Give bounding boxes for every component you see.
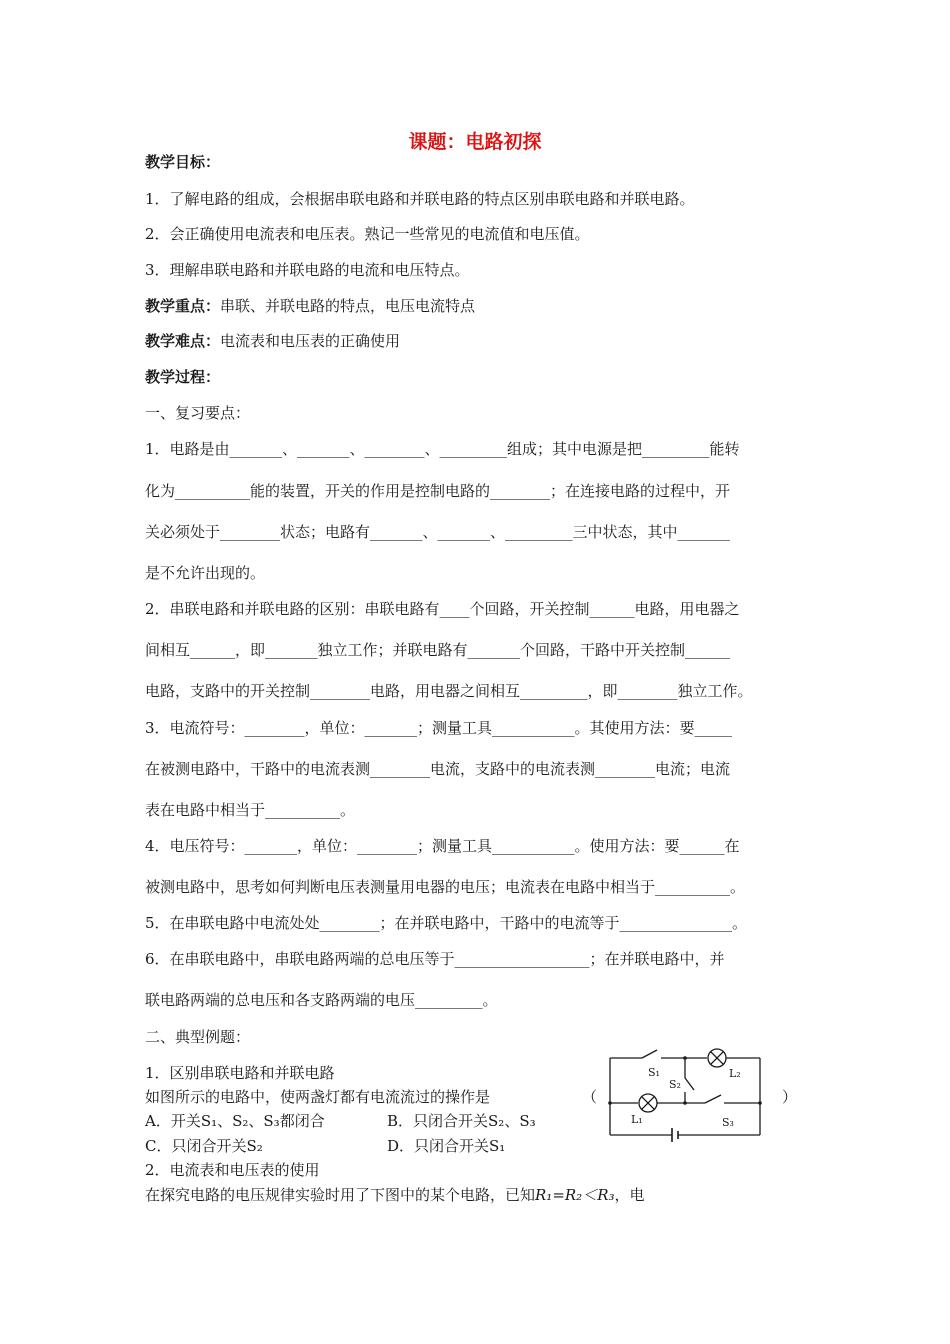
- junction-dot: [608, 1101, 612, 1105]
- review-line: 3．电流符号：________，单位：_______；测量工具___________。其使用方法：要_____: [145, 719, 733, 737]
- review-line: 电路，支路中的开关控制________电路，用电器之间相互_________，即________独立工作。: [145, 682, 753, 700]
- review-line: 间相互______，即_______独立工作；并联电路有_______个回路，干路中开关控制______: [145, 641, 731, 659]
- page-title: 课题：电路初探: [408, 131, 542, 153]
- review-line: 在被测电路中，干路中的电流表测________电流，支路中的电流表测________电流；电流: [145, 760, 731, 778]
- label-l1: L₁: [631, 1113, 643, 1126]
- review-heading: 一、复习要点：: [145, 404, 251, 422]
- difficulty: [145, 331, 400, 351]
- example2-text-pre: 在探究电路的电压规律实验时用了下图中的某个电路，已知: [145, 1186, 536, 1204]
- examples-heading: 二、典型例题：: [145, 1028, 251, 1046]
- junction-dot: [683, 1056, 687, 1060]
- review-line: 6．在串联电路中，串联电路两端的总电压等于__________________；在并联电路中，并: [145, 950, 725, 968]
- example1-title: 1．区别串联电路和并联电路: [145, 1064, 335, 1082]
- example2-text-post: ，电: [614, 1186, 645, 1204]
- example2-text: [145, 1185, 645, 1205]
- review-line: 表在电路中相当于__________。: [145, 801, 356, 819]
- key-points: [145, 296, 475, 316]
- review-line: 关必须处于________状态；电路有_______、_______、_________三中状态，其中_______: [145, 523, 731, 541]
- review-line: 联电路两端的总电压和各支路两端的电压_________。: [145, 991, 498, 1009]
- key-points-text: 串联、并联电路的特点，电压电流特点: [220, 297, 476, 315]
- review-line: 4．电压符号：_______，单位：________；测量工具___________。使用方法：要______在: [145, 837, 740, 855]
- junction-dot: [758, 1101, 762, 1105]
- junction-dot: [683, 1101, 687, 1105]
- answer-paren-left: （: [582, 1088, 598, 1106]
- label-l2: L₂: [729, 1067, 741, 1080]
- option-a: A．开关S₁、S₂、S₃都闭合: [145, 1112, 325, 1130]
- key-points-label: 教学重点：: [145, 297, 221, 315]
- goal-item: 2．会正确使用电流表和电压表。熟记一些常见的电流值和电压值。: [145, 225, 590, 243]
- option-d: D．只闭合开关S₁: [387, 1137, 506, 1155]
- review-line: 是不允许出现的。: [145, 564, 266, 582]
- example1-question: 如图所示的电路中，使两盏灯都有电流流过的操作是: [145, 1088, 491, 1106]
- review-line: 2．串联电路和并联电路的区别：串联电路有____个回路，开关控制______电路，用电器之: [145, 600, 740, 618]
- difficulty-label: 教学难点：: [145, 332, 221, 350]
- option-c: C．只闭合开关S₂: [145, 1137, 263, 1155]
- goal-item: 3．理解串联电路和并联电路的电流和电压特点。: [145, 261, 470, 279]
- example2-title: 2．电流表和电压表的使用: [145, 1161, 320, 1179]
- process-label: 教学过程：: [145, 368, 221, 386]
- label-s3: S₃: [722, 1116, 734, 1129]
- example2-formula: R₁=R₂＜R₃: [535, 1186, 615, 1204]
- difficulty-text: 电流表和电压表的正确使用: [220, 332, 401, 350]
- label-s2: S₂: [669, 1078, 681, 1091]
- option-b: B．只闭合开关S₂、S₃: [387, 1112, 536, 1130]
- review-line: 被测电路中，思考如何判断电压表测量用电器的电压；电流表在电路中相当于__________。: [145, 878, 746, 896]
- review-line: 5．在串联电路中电流处处________；在并联电路中，干路中的电流等于_______________。: [145, 914, 748, 932]
- review-line: 1．电路是由_______、_______、________、_________组成；其中电源是把_________能转: [145, 440, 740, 458]
- goal-item: 1．了解电路的组成，会根据串联电路和并联电路的特点区别串联电路和并联电路。: [145, 190, 695, 208]
- circuit-diagram: [605, 1045, 765, 1145]
- label-s1: S₁: [648, 1066, 660, 1079]
- review-line: 化为__________能的装置，开关的作用是控制电路的________；在连接电路的过程中，开: [145, 482, 731, 500]
- answer-paren-right: ）: [782, 1088, 798, 1106]
- goals-label: 教学目标：: [145, 153, 221, 171]
